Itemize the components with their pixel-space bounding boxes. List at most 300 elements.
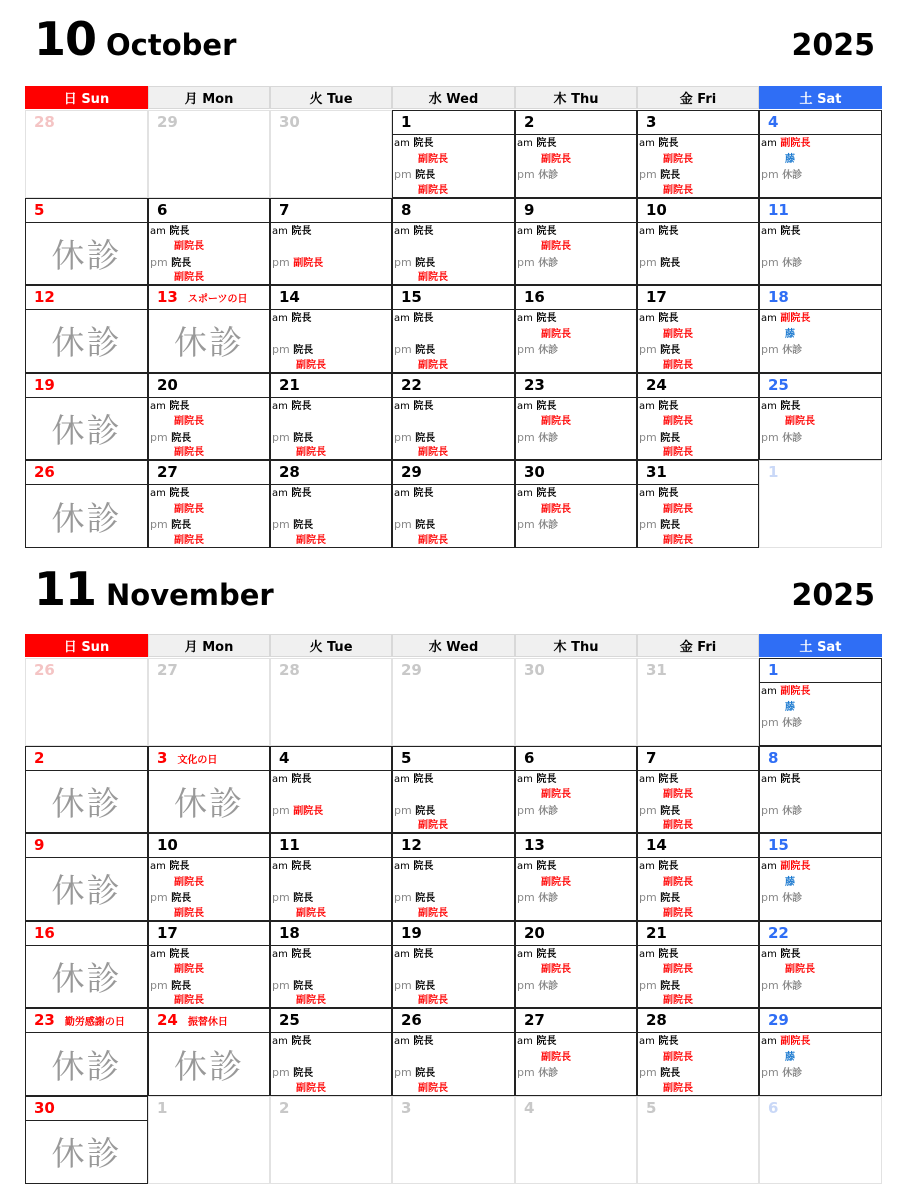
day-number [393, 1009, 514, 1033]
vice-director-label: 副院長 [418, 534, 448, 546]
schedule-line [394, 993, 514, 1009]
day-number-text: 21 [279, 375, 300, 394]
closed-day-label: 休診 [174, 783, 244, 823]
vice-director-label: 副院長 [418, 995, 448, 1007]
day-cell[interactable] [515, 658, 637, 746]
vice-director-label: 副院長 [541, 876, 571, 888]
schedule-line [150, 947, 269, 963]
day-number-text: 11 [279, 836, 300, 855]
day-number [271, 834, 391, 858]
director-label: 院長 [171, 980, 192, 992]
vice-director-label: 副院長 [174, 416, 204, 428]
day-cell[interactable] [637, 460, 759, 548]
closed-label: 休診 [538, 170, 559, 181]
schedule-line [517, 1065, 636, 1081]
schedule-body [393, 1034, 514, 1095]
day-number-text: 14 [646, 836, 667, 855]
schedule-line [394, 486, 514, 502]
schedule-line [272, 993, 391, 1009]
day-cell[interactable] [515, 198, 637, 286]
schedule-body [271, 1034, 391, 1095]
schedule-line [272, 890, 391, 906]
day-number [638, 374, 758, 398]
day-cell[interactable] [270, 460, 392, 548]
schedule-line [394, 1034, 514, 1050]
schedule-line [639, 1081, 758, 1097]
day-cell[interactable] [148, 460, 270, 548]
weekday-header: 火 Tue [270, 634, 392, 657]
day-number-text: 17 [157, 923, 178, 942]
closed-day-label: 休診 [51, 871, 122, 911]
closed-label: 休診 [782, 345, 803, 357]
schedule-line [394, 875, 514, 891]
schedule-line [639, 906, 758, 922]
day-cell[interactable] [148, 746, 270, 834]
day-cell[interactable] [270, 658, 392, 746]
schedule-body [516, 136, 636, 197]
pm-label: pm [639, 978, 657, 992]
pm-label: pm [761, 978, 779, 992]
pm-label: pm [150, 891, 168, 905]
day-cell[interactable] [25, 1008, 148, 1096]
day-cell[interactable] [515, 285, 637, 373]
schedule-line [639, 239, 758, 255]
schedule-line [272, 311, 391, 327]
closed-label: 休診 [538, 893, 559, 905]
day-cell[interactable] [25, 285, 148, 373]
director-label: 院長 [536, 138, 557, 149]
day-number-text: 24 [157, 1011, 178, 1030]
schedule-body [393, 772, 514, 833]
schedule-line [639, 486, 758, 502]
schedule-line [272, 430, 391, 446]
day-cell[interactable] [637, 1008, 759, 1096]
schedule-line [761, 327, 881, 343]
day-cell[interactable] [392, 833, 515, 921]
vice-director-label: 副院長 [663, 964, 693, 976]
day-cell[interactable] [392, 658, 515, 746]
day-cell[interactable] [637, 921, 759, 1009]
pm-label: pm [761, 255, 779, 269]
am-label: am [639, 488, 655, 500]
director-label: 院長 [413, 861, 434, 873]
am-label: am [394, 948, 410, 960]
schedule-line [761, 224, 881, 240]
day-cell[interactable] [515, 1096, 637, 1184]
schedule-line [639, 818, 758, 834]
schedule-line [394, 224, 514, 240]
schedule-line [761, 1065, 881, 1081]
day-number [760, 461, 881, 485]
day-cell[interactable] [148, 658, 270, 746]
day-cell[interactable] [148, 1008, 270, 1096]
day-cell[interactable] [392, 921, 515, 1009]
closed-label: 休診 [782, 432, 803, 444]
am-label: am [150, 400, 166, 412]
day-cell[interactable] [270, 285, 392, 373]
closed-label: 休診 [782, 718, 803, 729]
director-label: 院長 [169, 948, 190, 960]
day-number [760, 659, 881, 683]
day-cell[interactable] [25, 110, 148, 198]
schedule-line [639, 136, 758, 152]
schedule-line [394, 1065, 514, 1081]
day-number-text: 5 [34, 200, 45, 219]
pm-label: pm [272, 978, 290, 992]
director-label: 院長 [169, 225, 190, 237]
schedule-body [760, 772, 881, 833]
schedule-line [150, 445, 269, 461]
schedule-body [516, 947, 636, 1008]
month-name: November [106, 578, 274, 612]
day-cell[interactable] [759, 1008, 882, 1096]
closed-day-label: 休診 [51, 783, 122, 823]
director-label: 院長 [291, 1036, 312, 1048]
day-number-text: 24 [646, 375, 667, 394]
director-label: 院長 [293, 1068, 314, 1080]
month-number: 10 [34, 12, 97, 66]
day-number-text: 1 [768, 661, 779, 679]
schedule-line [394, 399, 514, 415]
schedule-line [639, 517, 758, 533]
schedule-line [272, 327, 391, 343]
day-cell[interactable] [759, 921, 882, 1009]
day-number-text: 20 [157, 375, 178, 394]
director-label: 院長 [780, 400, 801, 412]
director-label: 院長 [660, 345, 681, 357]
pm-label: pm [639, 803, 657, 817]
day-cell[interactable] [148, 833, 270, 921]
schedule-body [393, 947, 514, 1008]
vice-director-label: 副院長 [174, 272, 204, 284]
closed-label: 休診 [782, 257, 803, 269]
day-cell[interactable] [515, 746, 637, 834]
day-cell[interactable] [759, 285, 882, 373]
day-number-text: 8 [401, 200, 412, 219]
day-cell[interactable] [759, 1096, 882, 1184]
day-cell[interactable] [515, 1008, 637, 1096]
director-label: 院長 [415, 1068, 436, 1080]
director-label: 院長 [415, 345, 436, 357]
schedule-line [517, 255, 636, 271]
day-cell[interactable] [759, 110, 882, 198]
schedule-body [638, 311, 758, 372]
vice-director-label: 副院長 [663, 534, 693, 546]
vice-director-label: 副院長 [296, 1082, 326, 1094]
am-label: am [761, 861, 777, 873]
am-label: am [761, 686, 777, 697]
day-number-text: 30 [524, 463, 545, 482]
day-number [393, 111, 514, 135]
day-cell[interactable] [25, 658, 148, 746]
schedule-line [150, 430, 269, 446]
schedule-line [517, 327, 636, 343]
day-cell[interactable] [637, 658, 759, 746]
pm-label: pm [639, 255, 657, 269]
schedule-line [517, 962, 636, 978]
am-label: am [517, 773, 533, 785]
fuji-label: 藤 [785, 328, 795, 340]
schedule-line [150, 270, 269, 286]
day-cell[interactable] [392, 746, 515, 834]
am-label: am [517, 1036, 533, 1048]
schedule-line [272, 787, 391, 803]
day-number [760, 199, 881, 223]
day-cell[interactable] [637, 110, 759, 198]
schedule-line [517, 224, 636, 240]
day-cell[interactable] [270, 1096, 392, 1184]
day-cell[interactable] [759, 373, 882, 461]
day-cell[interactable] [25, 373, 148, 461]
schedule-line [639, 183, 758, 199]
director-label: 院長 [291, 773, 312, 785]
schedule-line [761, 875, 881, 891]
day-number-text: 28 [279, 661, 300, 679]
schedule-line [639, 502, 758, 518]
am-label: am [272, 861, 288, 873]
schedule-line [272, 772, 391, 788]
director-label: 院長 [413, 313, 434, 325]
fuji-label: 藤 [785, 1051, 795, 1063]
schedule-line [150, 890, 269, 906]
schedule-body [638, 136, 758, 197]
day-cell[interactable] [515, 460, 637, 548]
am-label: am [394, 400, 410, 412]
director-label: 院長 [169, 400, 190, 412]
day-number [271, 374, 391, 398]
schedule-line [639, 890, 758, 906]
schedule-line [517, 1050, 636, 1066]
day-number [26, 834, 147, 858]
day-cell[interactable] [148, 1096, 270, 1184]
vice-director-label: 副院長 [541, 416, 571, 428]
day-cell[interactable] [25, 198, 148, 286]
day-cell[interactable] [515, 110, 637, 198]
schedule-line [517, 311, 636, 327]
day-cell[interactable] [270, 921, 392, 1009]
schedule-line [639, 978, 758, 994]
pm-label: pm [272, 1066, 290, 1080]
schedule-line [394, 255, 514, 271]
pm-label: pm [394, 891, 412, 905]
closed-day-label: 休診 [51, 959, 122, 999]
day-cell[interactable] [25, 833, 148, 921]
day-number [149, 834, 269, 858]
am-label: am [639, 400, 655, 412]
schedule-body [271, 486, 391, 547]
schedule-body [393, 311, 514, 372]
day-cell[interactable] [392, 198, 515, 286]
closed-label: 休診 [538, 1068, 559, 1080]
day-number-text: 3 [157, 748, 168, 767]
day-number-text: 29 [401, 661, 422, 679]
director-label: 院長 [171, 257, 192, 269]
director-label: 院長 [658, 138, 679, 149]
day-number [149, 922, 269, 946]
day-number-text: 30 [279, 113, 300, 131]
vice-director-label: 副院長 [174, 907, 204, 919]
day-cell[interactable] [637, 373, 759, 461]
pm-label: pm [761, 430, 779, 444]
day-cell[interactable] [270, 1008, 392, 1096]
day-cell[interactable] [637, 746, 759, 834]
day-number-text: 4 [279, 748, 290, 767]
day-cell[interactable] [759, 658, 882, 746]
schedule-line [150, 399, 269, 415]
day-cell[interactable] [392, 285, 515, 373]
pm-label: pm [517, 518, 535, 532]
day-cell[interactable] [25, 460, 148, 548]
day-number-text: 1 [157, 1099, 168, 1117]
day-cell[interactable] [148, 198, 270, 286]
day-cell[interactable] [148, 285, 270, 373]
day-number [760, 747, 881, 771]
schedule-line [272, 445, 391, 461]
day-cell[interactable] [392, 110, 515, 198]
day-number-text: 7 [646, 748, 657, 767]
fuji-label: 藤 [785, 876, 795, 888]
vice-director-label: 副院長 [418, 359, 448, 371]
day-cell[interactable] [270, 198, 392, 286]
day-cell[interactable] [148, 921, 270, 1009]
weekday-header: 土 Sat [759, 86, 882, 109]
day-cell[interactable] [270, 833, 392, 921]
day-cell[interactable] [392, 373, 515, 461]
day-number [393, 286, 514, 310]
director-label: 院長 [169, 488, 190, 500]
day-number-text: 5 [646, 1099, 657, 1117]
schedule-body [516, 224, 636, 285]
am-label: am [150, 948, 166, 960]
day-cell[interactable] [759, 833, 882, 921]
pm-label: pm [761, 716, 779, 729]
vice-director-label: 副院長 [174, 503, 204, 515]
vice-director-label: 副院長 [663, 820, 693, 832]
day-cell[interactable] [25, 1096, 148, 1184]
schedule-line [150, 533, 269, 549]
day-number-text: 22 [401, 375, 422, 394]
day-cell[interactable] [392, 1096, 515, 1184]
am-label: am [394, 773, 410, 785]
am-label: am [639, 1036, 655, 1048]
schedule-body [149, 486, 269, 547]
day-number-text: 4 [524, 1099, 535, 1117]
schedule-line [761, 414, 881, 430]
pm-label: pm [517, 255, 535, 269]
am-label: am [761, 773, 777, 785]
schedule-line [272, 875, 391, 891]
day-cell[interactable] [25, 746, 148, 834]
schedule-body [271, 859, 391, 920]
day-cell[interactable] [637, 285, 759, 373]
day-number [638, 199, 758, 223]
schedule-line [272, 239, 391, 255]
day-cell[interactable] [25, 921, 148, 1009]
day-number [271, 659, 391, 683]
day-number [760, 1009, 881, 1033]
schedule-line [272, 342, 391, 358]
day-cell[interactable] [392, 1008, 515, 1096]
director-label: 院長 [658, 773, 679, 785]
director-label: 院長 [413, 225, 434, 237]
day-number [516, 922, 636, 946]
day-number-text: 28 [34, 113, 55, 131]
day-cell[interactable] [148, 373, 270, 461]
pm-label: pm [639, 343, 657, 357]
day-cell[interactable] [637, 198, 759, 286]
closed-label: 休診 [538, 257, 559, 269]
day-number [393, 922, 514, 946]
schedule-body [638, 859, 758, 920]
pm-label: pm [272, 803, 290, 817]
vice-director-label: 副院長 [663, 907, 693, 919]
schedule-line [394, 1081, 514, 1097]
day-cell[interactable] [270, 110, 392, 198]
day-cell[interactable] [759, 198, 882, 286]
year-label: 2025 [791, 578, 875, 613]
schedule-line [639, 875, 758, 891]
vice-director-label: 副院長 [780, 686, 811, 697]
day-cell[interactable] [515, 373, 637, 461]
pm-label: pm [517, 891, 535, 905]
schedule-body [271, 311, 391, 372]
day-cell[interactable] [637, 833, 759, 921]
pm-label: pm [517, 430, 535, 444]
day-cell[interactable] [515, 921, 637, 1009]
schedule-line [394, 772, 514, 788]
closed-label: 休診 [538, 980, 559, 992]
vice-director-label: 副院長 [663, 1082, 693, 1094]
schedule-line [761, 1034, 881, 1050]
schedule-line [394, 430, 514, 446]
day-number-text: 19 [34, 375, 55, 394]
schedule-line [517, 239, 636, 255]
day-number-text: 26 [34, 661, 55, 679]
day-number [26, 922, 147, 946]
day-cell[interactable] [515, 833, 637, 921]
day-number [26, 374, 147, 398]
day-cell[interactable] [759, 460, 882, 548]
am-label: am [394, 225, 410, 237]
director-label: 院長 [171, 520, 192, 532]
day-cell[interactable] [148, 110, 270, 198]
day-cell[interactable] [392, 460, 515, 548]
day-cell[interactable] [759, 746, 882, 834]
am-label: am [517, 861, 533, 873]
schedule-body [760, 224, 881, 285]
schedule-line [394, 183, 514, 199]
day-cell[interactable] [270, 746, 392, 834]
day-number-text: 25 [279, 1011, 300, 1030]
pm-label: pm [150, 430, 168, 444]
director-label: 院長 [413, 488, 434, 500]
vice-director-label: 副院長 [663, 995, 693, 1007]
vice-director-label: 副院長 [418, 1082, 448, 1094]
director-label: 院長 [171, 432, 192, 444]
am-label: am [394, 138, 410, 149]
schedule-line [394, 327, 514, 343]
weekday-header: 金 Fri [637, 634, 759, 657]
schedule-line [517, 772, 636, 788]
vice-director-label: 副院長 [418, 184, 448, 196]
schedule-line [517, 890, 636, 906]
day-cell[interactable] [637, 1096, 759, 1184]
day-cell[interactable] [270, 373, 392, 461]
closed-label: 休診 [782, 170, 803, 181]
schedule-line [394, 1050, 514, 1066]
director-label: 院長 [171, 893, 192, 905]
schedule-line [272, 1034, 391, 1050]
